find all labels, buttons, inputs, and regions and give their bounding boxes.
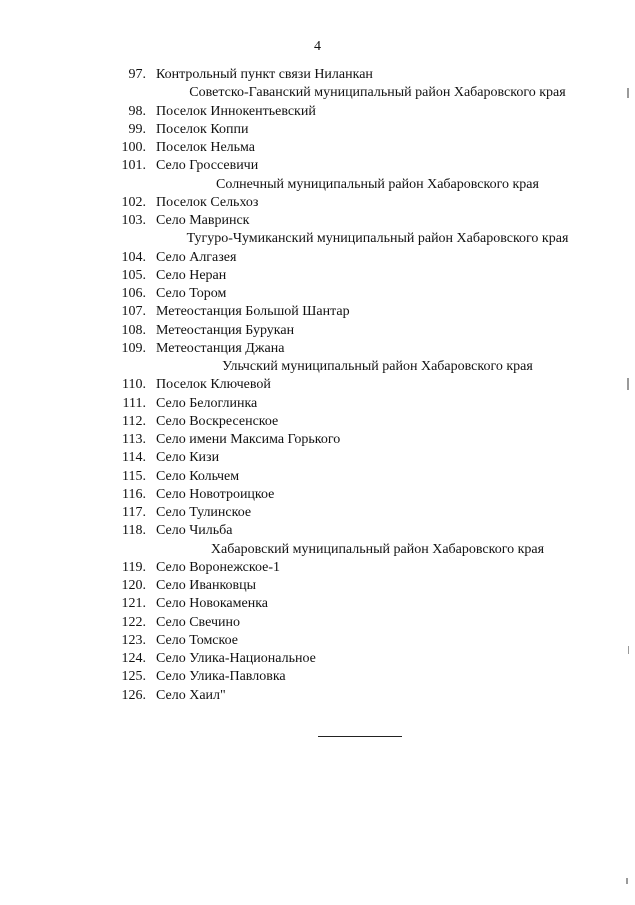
list-item <box>0 632 635 650</box>
list-item-name: Село Кольчем <box>156 468 240 484</box>
list-item-name: Поселок Коппи <box>156 121 249 137</box>
list-item-number: 105. <box>121 267 146 283</box>
district-heading-text: Тугуро-Чумиканский муниципальный район Хабаровского края <box>186 231 569 247</box>
list-item <box>0 157 635 175</box>
list-item-number: 103. <box>121 213 146 228</box>
list-item <box>0 486 635 504</box>
list-item-name: Поселок Сельхоз <box>156 194 259 210</box>
settlement-list <box>0 66 635 705</box>
scan-mark <box>628 646 629 654</box>
list-item <box>0 376 635 394</box>
list-item-number: 121. <box>121 596 146 612</box>
list-item <box>0 650 635 668</box>
list-item-number: 113. <box>122 432 146 447</box>
list-item-number: 110. <box>122 377 146 393</box>
district-heading <box>0 176 635 194</box>
list-item <box>0 322 635 340</box>
list-item-name: Село имени Максима Горького <box>156 432 341 447</box>
district-heading <box>0 84 635 102</box>
list-item <box>0 340 635 358</box>
list-item-number: 101. <box>121 158 146 174</box>
district-heading-text: Хабаровский муниципальный район Хабаровского края <box>210 541 545 557</box>
list-item-name: Село Томское <box>156 632 238 648</box>
list-item <box>0 468 635 486</box>
list-item-number: 115. <box>122 468 146 484</box>
list-item-name: Метеостанция Бурукан <box>156 322 295 338</box>
list-item <box>0 668 635 686</box>
list-item-number: 124. <box>121 651 146 666</box>
list-item-number: 102. <box>121 194 146 210</box>
list-item-number: 111. <box>122 395 146 411</box>
list-item-name: Село Новокаменка <box>156 596 269 612</box>
list-item-name: Поселок Ключевой <box>156 377 271 393</box>
list-item-number: 116. <box>122 486 146 502</box>
list-item <box>0 267 635 285</box>
list-item-number: 99. <box>128 121 146 137</box>
list-item <box>0 249 635 267</box>
list-item-number: 119. <box>122 559 146 575</box>
list-item <box>0 595 635 613</box>
district-heading <box>0 541 635 559</box>
list-item <box>0 139 635 157</box>
district-heading-text: Ульчский муниципальный район Хабаровского края <box>222 359 533 374</box>
list-item-name: Село Алгазея <box>156 249 237 265</box>
list-item-number: 100. <box>121 140 146 155</box>
list-item-number: 97. <box>128 67 146 82</box>
list-item-number: 123. <box>121 632 146 648</box>
list-item-name: Село Новотроицкое <box>156 486 275 502</box>
list-item-number: 107. <box>121 304 146 320</box>
list-item-name: Село Свечино <box>156 614 240 630</box>
list-item <box>0 504 635 522</box>
list-item-name: Село Тулинское <box>156 505 252 520</box>
list-item-number: 125. <box>121 669 146 685</box>
district-heading-text: Солнечный муниципальный район Хабаровского края <box>216 176 539 192</box>
district-heading-text: Советско-Гаванский муниципальный район Хабаровского края <box>189 85 566 101</box>
district-heading <box>0 230 635 248</box>
list-item-name: Село Воскресенское <box>156 413 279 429</box>
list-item <box>0 577 635 595</box>
list-item <box>0 66 635 84</box>
scan-mark <box>626 878 628 884</box>
list-item-name: Село Воронежское-1 <box>156 559 281 575</box>
list-item-name: Метеостанция Джана <box>156 340 285 356</box>
list-item <box>0 559 635 577</box>
list-item <box>0 103 635 121</box>
scan-mark <box>627 378 629 390</box>
list-item-name: Контрольный пункт связи Ниланкан <box>156 67 373 82</box>
list-item-name: Село Неран <box>156 267 227 283</box>
list-item-name: Село Кизи <box>156 450 220 466</box>
list-item-number: 117. <box>122 505 146 520</box>
list-item-name: Село Хаил" <box>156 687 226 703</box>
district-heading <box>0 358 635 376</box>
list-item-name: Село Чильба <box>156 523 233 539</box>
list-item <box>0 687 635 705</box>
list-item-name: Село Белоглинка <box>156 395 258 411</box>
list-item-number: 112. <box>122 413 146 429</box>
list-item-number: 118. <box>122 523 146 539</box>
list-item <box>0 449 635 467</box>
list-item <box>0 395 635 413</box>
list-item <box>0 303 635 321</box>
list-item-name: Поселок Нельма <box>156 140 256 155</box>
list-item <box>0 413 635 431</box>
list-item <box>0 194 635 212</box>
list-item-name: Метеостанция Большой Шантар <box>156 304 350 320</box>
list-item <box>0 121 635 139</box>
list-item-name: Село Улика-Национальное <box>156 651 316 666</box>
list-item <box>0 212 635 230</box>
list-item-name: Село Гроссевичи <box>156 158 259 174</box>
list-item-name: Село Тором <box>156 286 227 301</box>
list-item-name: Село Иванковцы <box>156 578 257 593</box>
list-item-number: 108. <box>121 322 146 338</box>
page-number: 4 <box>314 39 321 54</box>
list-item-number: 106. <box>121 286 146 301</box>
end-rule <box>318 736 402 737</box>
list-item-number: 120. <box>121 578 146 593</box>
list-item <box>0 522 635 540</box>
list-item-number: 104. <box>121 249 146 265</box>
scan-mark <box>627 88 629 98</box>
list-item-number: 114. <box>122 450 146 466</box>
list-item-number: 126. <box>121 687 146 703</box>
list-item <box>0 285 635 303</box>
list-item-number: 109. <box>121 340 146 356</box>
list-item-name: Село Мавринск <box>156 213 250 228</box>
list-item <box>0 431 635 449</box>
list-item-name: Поселок Иннокентьевский <box>156 103 316 119</box>
list-item-name: Село Улика-Павловка <box>156 669 286 685</box>
list-item <box>0 614 635 632</box>
list-item-number: 122. <box>121 614 146 630</box>
list-item-number: 98. <box>128 103 146 119</box>
